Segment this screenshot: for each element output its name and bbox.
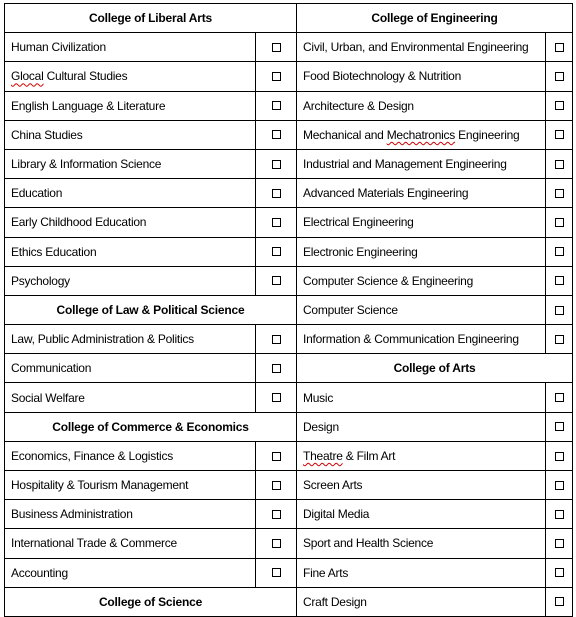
major-checkbox[interactable] [256,325,297,354]
checkbox-icon[interactable] [555,597,564,606]
major-checkbox[interactable] [256,91,297,120]
checkbox-icon[interactable] [555,43,564,52]
major-checkbox[interactable] [546,62,573,91]
checkbox-icon[interactable] [555,247,564,256]
major-checkbox[interactable] [546,325,573,354]
table-row [5,295,573,324]
major-checkbox[interactable] [256,558,297,587]
table-row [5,587,573,616]
major-checkbox[interactable] [546,266,573,295]
major-label: Computer Science & Engineering [297,266,546,295]
major-label: Economics, Finance & Logistics [5,441,256,470]
major-checkbox[interactable] [546,441,573,470]
checkbox-icon[interactable] [272,393,281,402]
major-label: Craft Design [297,587,546,616]
checkbox-icon[interactable] [272,452,281,461]
major-checkbox[interactable] [256,266,297,295]
checkbox-icon[interactable] [555,422,564,431]
major-checkbox[interactable] [546,471,573,500]
checkbox-icon[interactable] [555,306,564,315]
table-row [5,529,573,558]
table-row [5,179,573,208]
major-checkbox[interactable] [256,33,297,62]
college-header: College of Science [5,587,297,616]
checkbox-icon[interactable] [272,218,281,227]
table-row [5,120,573,149]
major-label: Hospitality & Tourism Management [5,471,256,500]
major-label: Sport and Health Science [297,529,546,558]
checkbox-icon[interactable] [272,364,281,373]
major-label: Social Welfare [5,383,256,412]
checkbox-icon[interactable] [555,189,564,198]
major-checkbox[interactable] [256,208,297,237]
checkbox-icon[interactable] [272,276,281,285]
major-checkbox[interactable] [546,120,573,149]
major-label: Screen Arts [297,471,546,500]
major-label: Education [5,179,256,208]
major-label: Fine Arts [297,558,546,587]
major-label: Civil, Urban, and Environmental Engineering [297,33,546,62]
table-row [5,208,573,237]
checkbox-icon[interactable] [555,393,564,402]
major-checkbox[interactable] [256,500,297,529]
major-checkbox[interactable] [256,441,297,470]
major-checkbox[interactable] [546,295,573,324]
checkbox-icon[interactable] [272,43,281,52]
checkbox-icon[interactable] [555,452,564,461]
table-row [5,412,573,441]
college-header: College of Engineering [297,4,573,33]
checkbox-icon[interactable] [272,335,281,344]
major-label: Digital Media [297,500,546,529]
table-row [5,33,573,62]
checkbox-icon[interactable] [555,539,564,548]
major-checkbox[interactable] [546,179,573,208]
college-header: College of Law & Political Science [5,295,297,324]
major-label: Human Civilization [5,33,256,62]
checkbox-icon[interactable] [555,130,564,139]
major-checkbox[interactable] [546,587,573,616]
major-label: Ethics Education [5,237,256,266]
major-checkbox[interactable] [256,471,297,500]
major-label: Glocal Cultural Studies [5,62,256,91]
checkbox-icon[interactable] [272,189,281,198]
table-row [5,558,573,587]
table-row [5,149,573,178]
major-label: Design [297,412,546,441]
major-label: Music [297,383,546,412]
major-checkbox[interactable] [546,91,573,120]
checkbox-icon[interactable] [555,481,564,490]
checkbox-icon[interactable] [272,539,281,548]
table-row [5,441,573,470]
major-label: Computer Science [297,295,546,324]
checkbox-icon[interactable] [555,72,564,81]
checkbox-icon[interactable] [555,101,564,110]
college-header: College of Liberal Arts [5,4,297,33]
major-label: Architecture & Design [297,91,546,120]
major-checkbox[interactable] [546,237,573,266]
college-header: College of Arts [297,354,573,383]
table-row [5,91,573,120]
major-checkbox[interactable] [546,558,573,587]
major-label: Theatre & Film Art [297,441,546,470]
college-major-table [4,3,573,617]
major-label: Electrical Engineering [297,208,546,237]
major-label: Information & Communication Engineering [297,325,546,354]
table-row [5,266,573,295]
table-row [5,354,573,383]
checkbox-icon[interactable] [272,568,281,577]
checkbox-icon[interactable] [272,510,281,519]
major-label: Early Childhood Education [5,208,256,237]
major-checkbox[interactable] [546,33,573,62]
major-label: China Studies [5,120,256,149]
table-row [5,325,573,354]
major-checkbox[interactable] [256,529,297,558]
table-row [5,62,573,91]
checkbox-icon[interactable] [272,72,281,81]
checkbox-icon[interactable] [555,568,564,577]
major-checkbox[interactable] [256,383,297,412]
major-label: English Language & Literature [5,91,256,120]
checkbox-icon[interactable] [555,218,564,227]
checkbox-icon[interactable] [555,335,564,344]
major-checkbox[interactable] [256,120,297,149]
checkbox-icon[interactable] [272,481,281,490]
table-row [5,471,573,500]
major-label: Electronic Engineering [297,237,546,266]
major-checkbox[interactable] [546,149,573,178]
major-label: Accounting [5,558,256,587]
table-row [5,500,573,529]
major-checkbox[interactable] [546,500,573,529]
major-label: Food Biotechnology & Nutrition [297,62,546,91]
major-label: Mechanical and Mechatronics Engineering [297,120,546,149]
major-label: Advanced Materials Engineering [297,179,546,208]
major-label: Industrial and Management Engineering [297,149,546,178]
table-row [5,383,573,412]
major-checkbox[interactable] [546,383,573,412]
table-row [5,4,573,33]
major-checkbox[interactable] [546,208,573,237]
major-checkbox[interactable] [256,179,297,208]
checkbox-icon[interactable] [272,130,281,139]
major-checkbox[interactable] [546,529,573,558]
college-header: College of Commerce & Economics [5,412,297,441]
major-checkbox[interactable] [256,62,297,91]
major-checkbox[interactable] [256,149,297,178]
major-label: Library & Information Science [5,149,256,178]
checkbox-icon[interactable] [555,276,564,285]
table-row [5,237,573,266]
major-checkbox[interactable] [546,412,573,441]
checkbox-icon[interactable] [555,160,564,169]
major-label: Psychology [5,266,256,295]
major-checkbox[interactable] [256,237,297,266]
checkbox-icon[interactable] [272,160,281,169]
checkbox-icon[interactable] [555,510,564,519]
major-label: Business Administration [5,500,256,529]
major-label: International Trade & Commerce [5,529,256,558]
major-label: Law, Public Administration & Politics [5,325,256,354]
checkbox-icon[interactable] [272,101,281,110]
checkbox-icon[interactable] [272,247,281,256]
major-checkbox[interactable] [256,354,297,383]
major-label: Communication [5,354,256,383]
